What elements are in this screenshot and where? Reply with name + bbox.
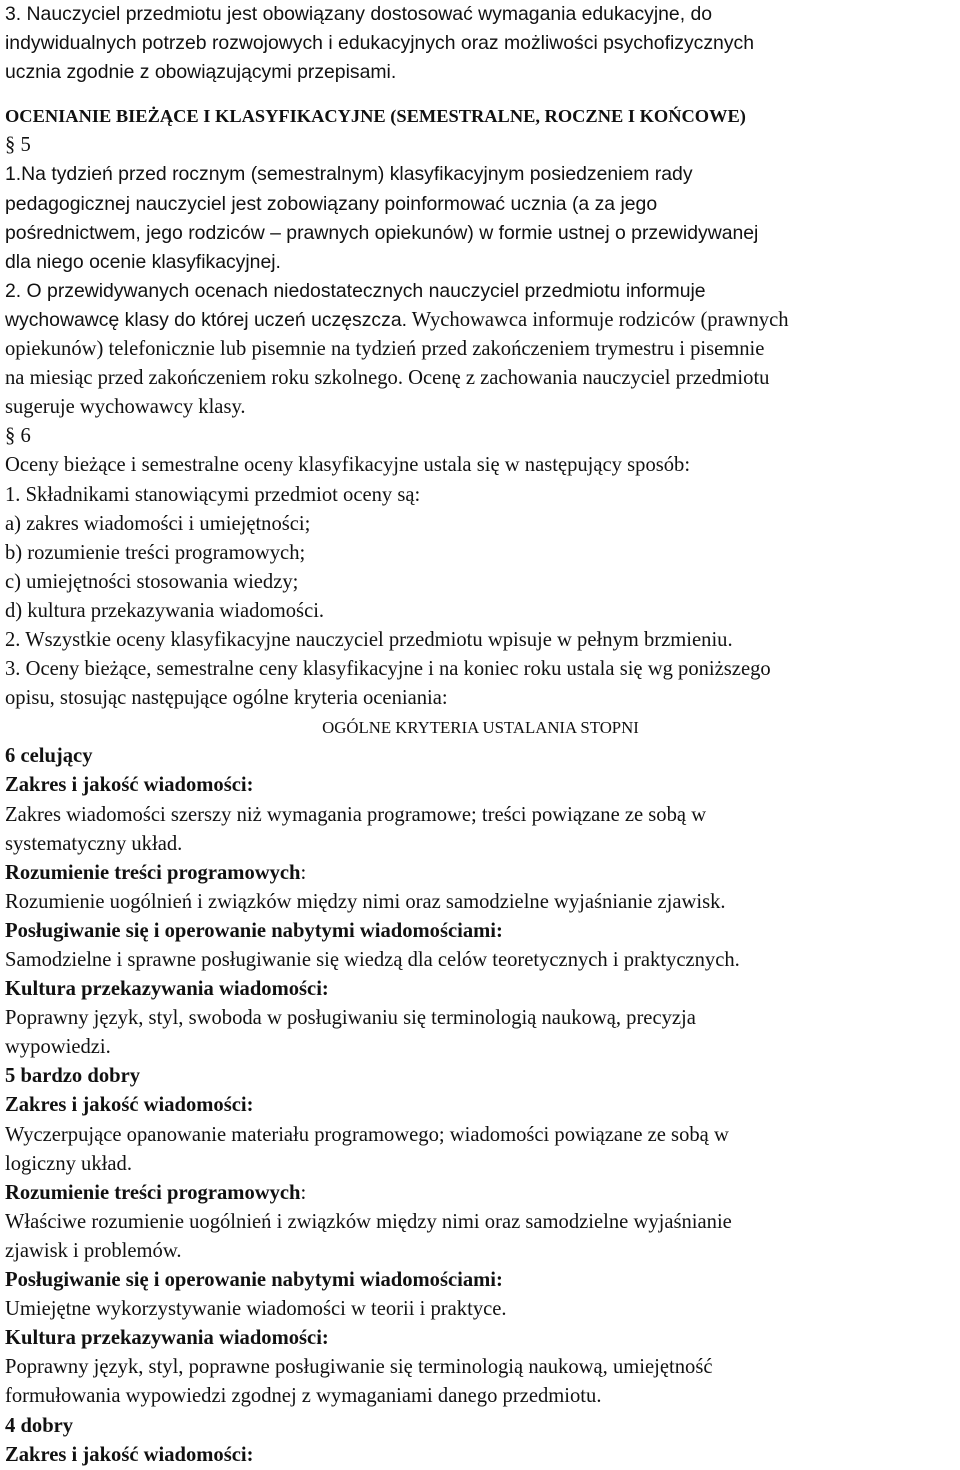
text-line: formułowania wypowiedzi zgodnej z wymaganiami danego przedmiotu. (5, 1385, 602, 1408)
item-2: 2. Wszystkie oceny klasyfikacyjne nauczyciel przedmiotu wpisuje w pełnym brzmieniu. (5, 628, 733, 651)
grade-4-heading-zakres: Zakres i jakość wiadomości: (5, 1443, 254, 1466)
grade-6-text-zakres (5, 801, 956, 859)
text-line: 3. Nauczyciel przedmiotu jest obowiązany dostosować wymagania edukacyjne, do (5, 3, 713, 25)
section-heading: OCENIANIE BIEŻĄCE I KLASYFIKACYJNE (SEMESTRALNE, ROCZNE I KOŃCOWE) (5, 106, 746, 127)
text-line: zjawisk i problemów. (5, 1239, 182, 1262)
grade-5-heading-rozumienie: Rozumienie treści programowych: (5, 1181, 307, 1204)
grade-5-text-zakres (5, 1121, 956, 1179)
paragraph-1 (5, 160, 956, 276)
text-line: pedagogicznej nauczyciel jest zobowiązany poinformować ucznia (a za jego (5, 192, 658, 215)
list-heading: 1. Składnikami stanowiącymi przedmiot oceny są: (5, 483, 421, 506)
grade-6-heading-rozumienie: Rozumienie treści programowych: (5, 861, 307, 884)
grade-6-text-rozumienie: Rozumienie uogólnień i związków między nimi oraz samodzielne wyjaśnianie zjawisk. (5, 890, 726, 913)
text-line: pośrednictwem, jego rodziców – prawnych opiekunów) w formie ustnej o przewidywanej (5, 221, 759, 244)
list-item: a) zakres wiadomości i umiejętności; (5, 512, 311, 535)
section-number-5: § 5 (5, 134, 31, 157)
text-line: sugeruje wychowawcy klasy. (5, 396, 246, 419)
text-line: wypowiedzi. (5, 1036, 111, 1059)
text-line: Właściwe rozumienie uogólnień i związków między nimi oraz samodzielne wyjaśnianie (5, 1210, 732, 1233)
text-line: ucznia zgodnie z obowiązującymi przepisami. (5, 61, 397, 84)
text-line: 1.Na tydzień przed rocznym (semestralnym) klasyfikacyjnym posiedzeniem rady (5, 163, 693, 186)
text-line: systematyczny układ. (5, 832, 183, 855)
text-line: logiczny układ. (5, 1152, 132, 1175)
text-line: na miesiąc przed zakończeniem roku szkolnego. Ocenę z zachowania nauczyciel przedmiotu (5, 367, 770, 390)
grade-5-text-rozumienie (5, 1208, 956, 1266)
text-line: opisu, stosując następujące ogólne kryteria oceniania: (5, 687, 448, 710)
grade-5-text-kultura (5, 1353, 956, 1411)
grade-6-text-kultura (5, 1004, 956, 1062)
grade-5-text-poslugiwanie: Umiejętne wykorzystywanie wiadomości w teorii i praktyce. (5, 1298, 507, 1321)
grade-5-heading-zakres: Zakres i jakość wiadomości: (5, 1094, 254, 1117)
text-line: opiekunów) telefonicznie lub pisemnie na tydzień przed zakończeniem trymestru i pisemnie (5, 338, 765, 361)
grade-6-heading-kultura: Kultura przekazywania wiadomości: (5, 978, 329, 1001)
grade-4-title: 4 dobry (5, 1414, 74, 1437)
text-line: Wyczerpujące opanowanie materiału programowego; wiadomości powiązane ze sobą w (5, 1123, 729, 1146)
text-line: 3. Oceny bieżące, semestralne ceny klasyfikacyjne i na koniec roku ustala się wg poniższego (5, 658, 771, 681)
section-number-6: § 6 (5, 425, 31, 448)
list-item: c) umiejętności stosowania wiedzy; (5, 570, 299, 593)
item-3b (5, 655, 956, 713)
paragraph-item-3 (5, 0, 956, 87)
grade-5-title: 5 bardzo dobry (5, 1065, 141, 1088)
paragraph-2 (5, 277, 956, 422)
grade-6-text-poslugiwanie: Samodzielne i sprawne posługiwanie się wiedzą dla celów teoretycznych i praktycznych. (5, 949, 740, 971)
intro-6: Oceny bieżące i semestralne oceny klasyfikacyjne ustala się w następujący sposób: (5, 454, 691, 477)
grade-6-title: 6 celujący (5, 745, 93, 768)
grade-6-heading-zakres: Zakres i jakość wiadomości: (5, 774, 254, 797)
grade-5-heading-poslugiwanie: Posługiwanie się i operowanie nabytymi wiadomościami: (5, 1269, 503, 1292)
text-line: indywidualnych potrzeb rozwojowych i edukacyjnych oraz możliwości psychofizycznych (5, 32, 755, 55)
text-line: Poprawny język, styl, poprawne posługiwanie się terminologią naukową, umiejętność (5, 1356, 713, 1379)
text-line: wychowawcę klasy do której uczeń uczęszcza. (5, 308, 407, 331)
list-item: d) kultura przekazywania wiadomości. (5, 599, 325, 622)
text-line: 2. O przewidywanych ocenach niedostatecznych nauczyciel przedmiotu informuje (5, 279, 706, 302)
text-line: Poprawny język, styl, swoboda w posługiwaniu się terminologią naukową, precyzja (5, 1007, 696, 1030)
text-line: dla niego ocenie klasyfikacyjnej. (5, 250, 281, 273)
list-item: b) rozumienie treści programowych; (5, 541, 306, 564)
text-line: Wychowawca informuje rodziców (prawnych (407, 308, 789, 331)
text-line: Zakres wiadomości szerszy niż wymagania programowe; treści powiązane ze sobą w (5, 803, 707, 826)
grade-6-heading-poslugiwanie: Posługiwanie się i operowanie nabytymi wiadomościami: (5, 919, 503, 942)
grade-5-heading-kultura: Kultura przekazywania wiadomości: (5, 1327, 329, 1350)
criteria-heading: OGÓLNE KRYTERIA USTALANIA STOPNI (322, 718, 639, 738)
